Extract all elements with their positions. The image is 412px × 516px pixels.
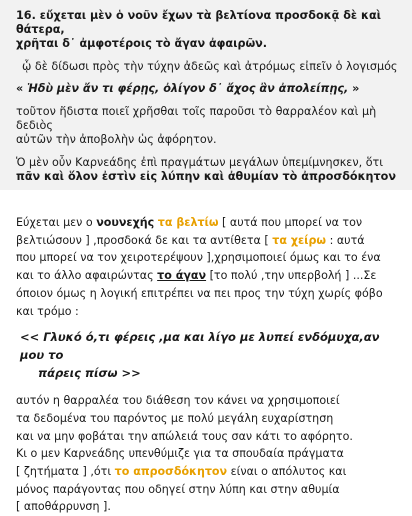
- tr-text: [το πολύ ,την υπερβολή ] ...Σε: [206, 269, 377, 283]
- greek-p4-line1: τοῦτον ἥδιστα ποιεῖ χρῆσθαι τοῖς παροῦσι τὸ θαρραλέον καὶ μὴ δεδιὸς: [16, 105, 377, 132]
- translation-quote: [16, 328, 404, 382]
- quote-open-mark: <<: [20, 330, 44, 345]
- greek-paragraph-5: [16, 156, 404, 184]
- tr-text: είναι ο απόλυτος και: [227, 465, 347, 479]
- greek-quote-text: Ἡδὺ μὲν ἄν τι φέρῃς, ὀλίγον δ᾽ ἄχος ἂν ἀπολείπῃς,: [27, 82, 349, 95]
- greek-p1-line1: 16. εὔχεται μὲν ὁ νοῦν ἔχων τὰ βελτίονα προσδοκᾷ δὲ καὶ θάτερα,: [16, 9, 382, 36]
- greek-text-panel: [0, 0, 412, 190]
- greek-p4-line2: αὐτῶν τὴν ἀποβολὴν ὡς ἀφόρητον.: [16, 133, 217, 146]
- translation-panel: [0, 202, 412, 514]
- greek-paragraph-4: [16, 105, 404, 147]
- greek-quote: [16, 82, 404, 96]
- tr-text: και το άλλο αφαιρώντας: [16, 269, 158, 283]
- greek-quote-open: «: [16, 82, 28, 95]
- greek-quote-close: »: [348, 82, 360, 95]
- tr-text: και να μην φοβάται την απώλειά τους σαν κάτι το αφόρητο.: [16, 429, 353, 443]
- term-ta-xeiro: τα χείρω: [272, 233, 327, 247]
- greek-paragraph-1: [16, 9, 404, 51]
- greek-p5-line2: πᾶν καὶ ὅλον ἐστὶν εἰς λύπην καὶ ἀθυμίαν τὸ ἀπροσδόκητον: [16, 170, 396, 183]
- quote-line-2: πάρεις πίσω: [38, 366, 118, 381]
- tr-text: [ αυτά που μπορεί να τον: [218, 216, 363, 229]
- tr-text: μόνος παράγοντας που οδηγεί στην λύπη και στην αθυμία: [16, 482, 340, 496]
- tr-text: : αυτά: [326, 233, 365, 247]
- term-ta-beltio: τα βελτίω: [157, 216, 219, 229]
- translation-paragraph-1: [16, 214, 404, 320]
- term-to-agan: το άγαν: [157, 269, 207, 283]
- greek-paragraph-2: ᾧ δὲ δίδωσι πρὸς τὴν τύχην ἀδεῶς καὶ ἀτρόμως εἰπεῖν ὁ λογισμός: [22, 60, 398, 73]
- tr-text: και τρόμο :: [16, 304, 79, 318]
- tr-text: που μπορεί να τον χειροτερέψουν ],χρησιμοποιεί όμως και το ένα: [16, 251, 381, 265]
- tr-text: βελτιώσουν ] ,προσδοκά δε και τα αντίθετα [: [16, 233, 273, 247]
- term-aprosdokiton: το απροσδόκητον: [114, 465, 228, 479]
- tr-text: Κι ο μεν Καρνεάδης υπενθύμιζε για τα σπουδαία πράγματα: [16, 447, 344, 461]
- tr-text: αυτόν η θαρραλέα του διάθεση τον κάνει να χρησιμοποιεί: [16, 394, 340, 408]
- tr-text: [ αποθάρρυνση ].: [16, 500, 111, 514]
- tr-text: Εύχεται μεν ο: [16, 216, 97, 229]
- tr-text: [ ζητήματα ] ,ότι: [16, 465, 115, 479]
- quote-line-1: Γλυκό ό,τι φέρεις ,μα και λίγο με λυπεί ενδόμυχα,αν μου το: [20, 330, 380, 363]
- term-nounechis: νουνεχής: [96, 216, 155, 229]
- tr-text: όποιον όμως η λογική επιτρέπει να πει προς την τύχη χωρίς φόβο: [16, 286, 383, 300]
- tr-text: τα δεδομένα του παρόντος με πολύ μεγάλη ευχαρίστηση: [16, 411, 334, 425]
- greek-p5-line1: Ὁ μὲν οὖν Καρνεάδης ἐπὶ πραγμάτων μεγάλων ὑπεμίμνησκεν, ὅτι: [16, 156, 384, 169]
- quote-close-mark: >>: [117, 366, 141, 381]
- greek-p1-line2: χρῆται δ᾽ ἀμφοτέροις τὸ ἄγαν ἀφαιρῶν.: [16, 37, 268, 50]
- translation-paragraph-2: [16, 392, 404, 516]
